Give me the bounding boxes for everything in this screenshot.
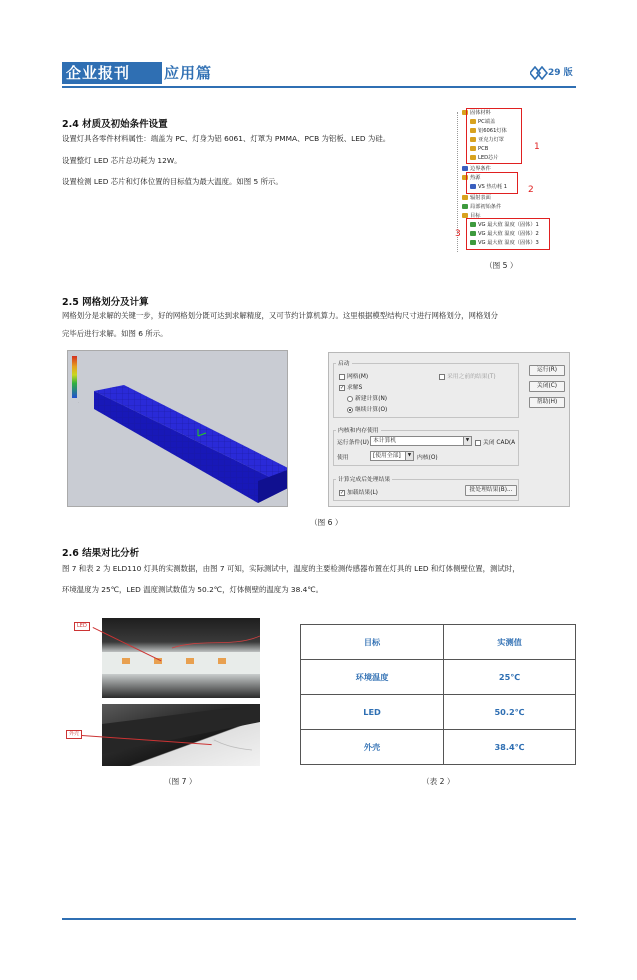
tree-item[interactable]: 热源: [462, 175, 480, 182]
header-separator: [150, 64, 152, 82]
table-cell: 25℃: [444, 660, 576, 695]
page-number: 29 版: [548, 68, 573, 78]
marker-1: 1: [534, 142, 540, 152]
paragraph-line: 网格划分是求解的关键一步，好的网格划分既可达到求解精度，又可节约计算机算力。这里根据模型结构尺寸进行网格划分，网格划分: [62, 311, 499, 320]
close-button[interactable]: 关闭(C): [529, 381, 565, 392]
table-row: [301, 695, 576, 730]
table-header-cell: 目标: [301, 625, 444, 660]
led-strip-icon: [102, 618, 260, 698]
table-cell: 环境温度: [301, 660, 444, 695]
paragraph-line: 设置灯具各零件材料属性：端盖为 PC、灯身为铝 6061、灯罩为 PMMA、PCB 为铝板、LED 为硅。: [62, 134, 391, 143]
table-cell: 50.2℃: [444, 695, 576, 730]
batch-results-button[interactable]: 批处理结果(B)...: [465, 485, 517, 496]
feature-tree-panel: [454, 108, 576, 258]
header-title: 企业报刊: [66, 64, 131, 82]
help-button[interactable]: 帮助(H): [529, 397, 565, 408]
table-row: [301, 660, 576, 695]
mesh-beam-icon: [68, 351, 288, 507]
figure-caption: （图 6 ）: [310, 518, 343, 527]
table-cell: LED: [301, 695, 444, 730]
tree-item[interactable]: 铝6061灯体: [470, 128, 507, 135]
shell-photo: [102, 704, 260, 766]
continue-calc-radio[interactable]: 继续计算(O): [347, 404, 387, 413]
tree-item[interactable]: PC端盖: [470, 119, 495, 126]
tree-item[interactable]: VS 热功耗 1: [470, 184, 507, 191]
figure-caption: （图 7 ）: [164, 777, 197, 786]
run-on-label: 运行条件(U): [337, 440, 369, 446]
cores-label: 内核(O): [417, 455, 438, 461]
tree-item[interactable]: 局部初始条件: [462, 204, 501, 211]
svg-text:·: ·: [78, 400, 79, 404]
tree-item[interactable]: 亚克力灯罩: [470, 137, 504, 144]
paragraph-line: 环境温度为 25℃，LED 温度测试数值为 50.2℃，灯体侧壁的温度为 38.4℃。: [62, 585, 324, 594]
tree-item[interactable]: 边界条件: [462, 166, 491, 173]
paragraph-line: 图 7 和表 2 为 ELD110 灯具的实测数据，由图 7 可知，实际测试中，温度的主要检测传感器布置在灯具的 LED 和灯体侧壁位置，测试时，: [62, 564, 520, 573]
footer-rule: [62, 918, 576, 920]
highlight-box-1: [466, 108, 522, 164]
tree-item[interactable]: LED芯片: [470, 155, 499, 162]
solve-checkbox[interactable]: ✓ 求解S: [340, 384, 363, 391]
run-on-select[interactable]: 本计算机 ▼: [370, 436, 472, 446]
highlight-box-3: [466, 218, 550, 250]
diamond-logo-icon: [530, 66, 548, 80]
post-group-label: 计算完成后处理结果: [336, 474, 392, 483]
results-table: [300, 624, 576, 765]
start-group-label: 启动: [336, 358, 352, 367]
table-row: [301, 730, 576, 765]
shell-tag: 外壳: [66, 730, 82, 739]
paragraph-line: 设置整灯 LED 芯片总功耗为 12W。: [62, 156, 182, 165]
tree-item[interactable]: 目标: [462, 213, 480, 220]
mesh-checkbox[interactable]: 网格(M): [339, 371, 368, 380]
tree-item[interactable]: VG 最大值 温度（固体）2: [470, 231, 539, 238]
marker-2: 2: [528, 185, 534, 195]
tree-item[interactable]: 辐射表面: [462, 195, 491, 202]
mesh-model-image: [67, 350, 288, 507]
cores-group-label: 内核和内存使用: [336, 425, 381, 434]
paragraph-line: 设置检测 LED 芯片和灯体位置的目标值为最大温度。如图 5 所示。: [62, 177, 283, 186]
take-previous-checkbox[interactable]: 采用之前的结果(T): [439, 371, 496, 380]
tree-item[interactable]: VG 最大值 温度（固体）3: [470, 240, 539, 247]
use-label: 使用: [337, 455, 349, 461]
run-button[interactable]: 运行(R): [529, 365, 565, 376]
tree-item[interactable]: PCB: [470, 146, 488, 153]
header-rule: [62, 86, 576, 88]
table-caption: （表 2 ）: [422, 777, 455, 786]
close-cad-checkbox[interactable]: 关闭 CAD(A: [475, 437, 515, 446]
section-heading-2-6: 2.6 结果对比分析: [62, 548, 140, 559]
section-heading-2-5: 2.5 网格划分及计算: [62, 297, 149, 308]
figure-caption: （图 5 ）: [485, 261, 518, 270]
highlight-box-2: [466, 172, 518, 194]
marker-3: 3: [455, 229, 461, 239]
use-select[interactable]: [使用全部] ▼: [370, 451, 414, 461]
shell-profile-icon: [102, 704, 260, 766]
table-header-cell: 实测值: [444, 625, 576, 660]
led-tag: LED: [74, 622, 90, 631]
table-cell: 38.4℃: [444, 730, 576, 765]
table-cell: 外壳: [301, 730, 444, 765]
table-header-row: [301, 625, 576, 660]
tree-item[interactable]: 固体材料: [462, 110, 491, 117]
paragraph-line: 完毕后进行求解。如图 6 所示。: [62, 329, 168, 338]
led-photo: [102, 618, 260, 698]
run-dialog: [328, 352, 570, 507]
load-results-checkbox[interactable]: ✓ 加载结果(L): [340, 489, 378, 496]
new-calc-radio[interactable]: 新建计算(N): [347, 393, 387, 402]
header-subtitle: 应用篇: [164, 64, 213, 82]
tree-item[interactable]: VG 最大值 温度（固体）1: [470, 222, 539, 229]
section-heading-2-4: 2.4 材质及初始条件设置: [62, 119, 168, 130]
